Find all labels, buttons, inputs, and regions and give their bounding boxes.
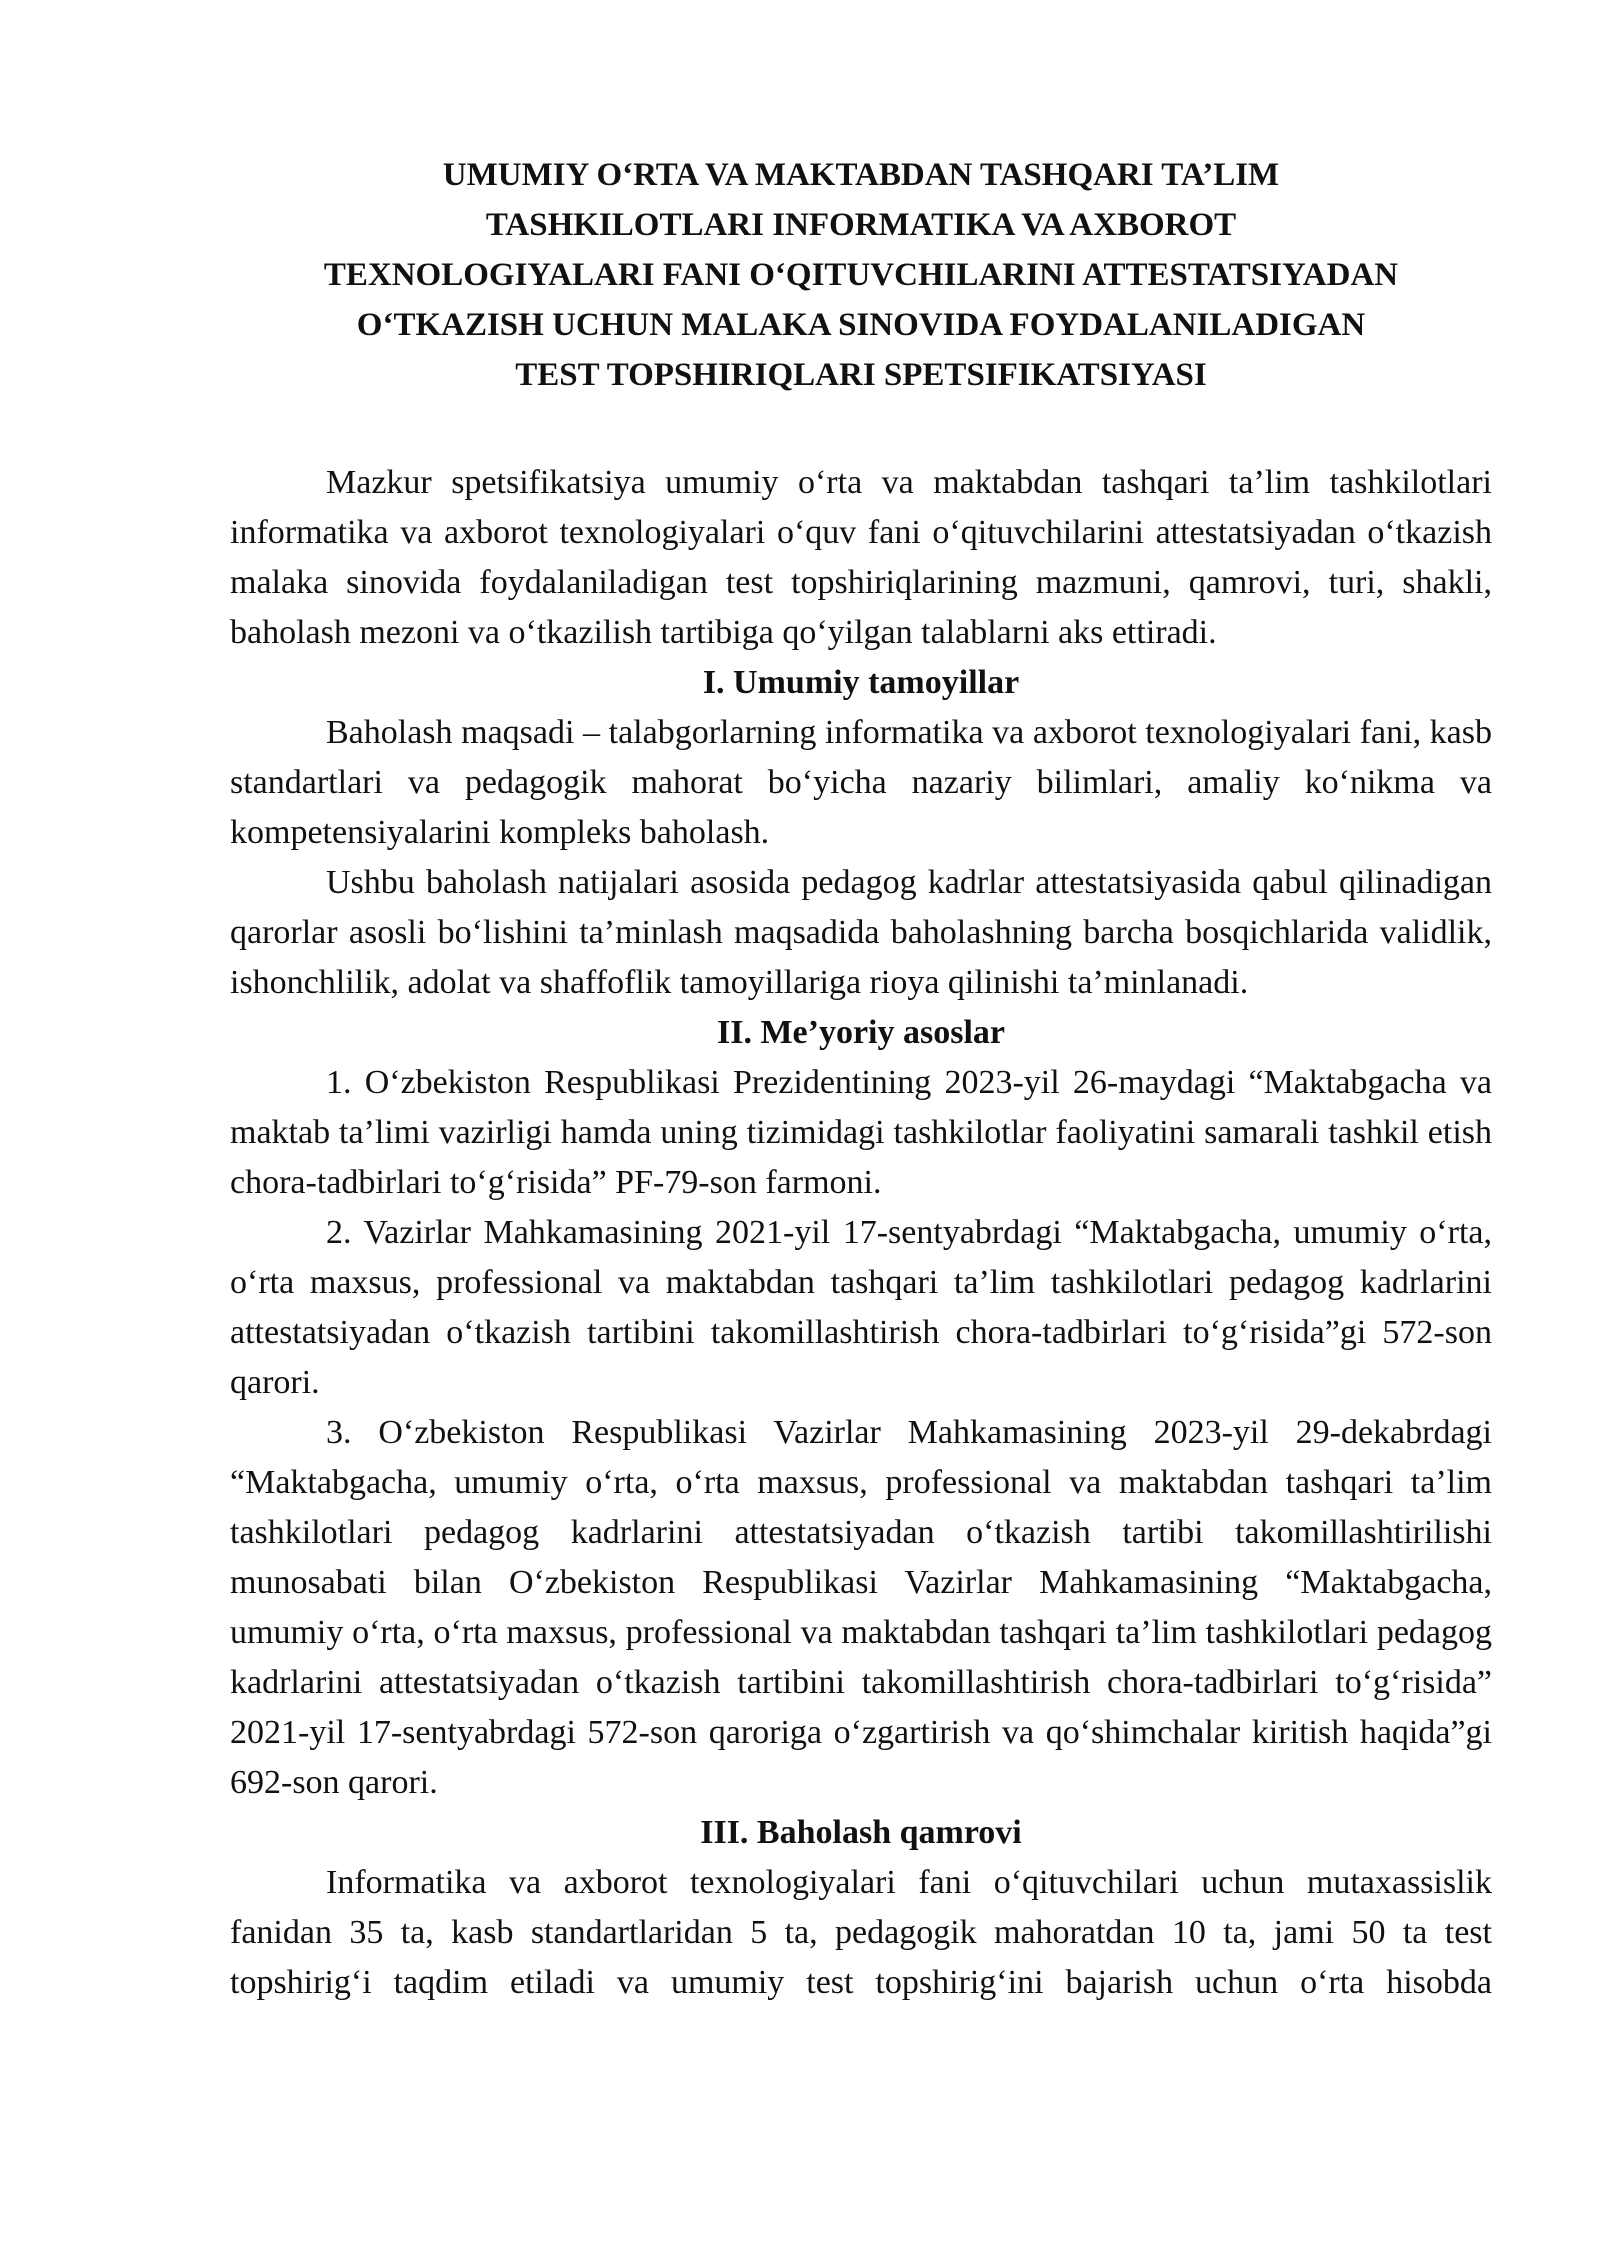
document-title bbox=[230, 150, 1492, 400]
intro-paragraph: Mazkur spetsifikatsiya umumiy o‘rta va maktabdan tashqari ta’lim tashkilotlari informatika va axborot texnologiyalari o‘quv fani o‘qituvchilarini attestatsiyadan o‘tkazish malaka sinovida foydalaniladigan test topshiriqlarining mazmuni, qamrovi, turi, shakli, baholash mezoni va o‘tkazilish tartibiga qo‘yilgan talablarni aks ettiradi. bbox=[230, 464, 1492, 651]
title-line: O‘TKAZISH UCHUN MALAKA SINOVIDA FOYDALANILADIGAN bbox=[356, 307, 1366, 343]
title-spacer bbox=[230, 400, 1492, 458]
section-heading-legal-basis: II. Me’yoriy asoslar bbox=[716, 1014, 1005, 1051]
legal-basis-item: 3. O‘zbekiston Respublikasi Vazirlar Mahkamasining 2023-yil 29-dekabrdagi “Maktabgacha, umumiy o‘rta, o‘rta maxsus, professional va maktabdan tashqari ta’lim tashkilotlari pedagog kadrlarini attestatsiyadan o‘tkazish tartibi takomillashtirilishi munosabati bilan O‘zbekiston Respublikasi Vazirlar Mahkamasining “Maktabgacha, umumiy o‘rta, o‘rta maxsus, professional va maktabdan tashqari ta’lim tashkilotlari pedagog kadrlarini attestatsiyadan o‘tkazish tartibini takomillashtirish chora-tadbirlari to‘g‘risida” 2021-yil 17-sentyabrdagi 572-son qaroriga o‘zgartirish va qo‘shimchalar kiritish haqida”gi 692-son qarori. bbox=[230, 1414, 1492, 1801]
title-line: TEST TOPSHIRIQLARI SPETSIFIKATSIYASI bbox=[515, 357, 1207, 393]
title-line: UMUMIY O‘RTA VA MAKTABDAN TASHQARI TA’LIM bbox=[442, 157, 1280, 193]
body-paragraph: Informatika va axborot texnologiyalari fani o‘qituvchilari uchun mutaxassislik fanidan 35 ta, kasb standartlaridan 5 ta, pedagogik mahoratdan 10 ta, jami 50 ta test topshirig‘i taqdim etiladi va umumiy test topshirig‘ini bajarish uchun o‘rta hisobda bbox=[230, 1864, 1492, 2001]
section-heading-assessment-scope: III. Baholash qamrovi bbox=[700, 1814, 1022, 1851]
document-page bbox=[230, 150, 1492, 2008]
section-heading-general-principles: I. Umumiy tamoyillar bbox=[702, 664, 1020, 701]
legal-basis-item: 2. Vazirlar Mahkamasining 2021-yil 17-sentyabrdagi “Maktabgacha, umumiy o‘rta, o‘rta maxsus, professional va maktabdan tashqari ta’lim tashkilotlari pedagog kadrlarini attestatsiyadan o‘tkazish tartibini takomillashtirish chora-tadbirlari to‘g‘risida”gi 572-son qarori. bbox=[230, 1214, 1492, 1401]
body-paragraph: Baholash maqsadi – talabgorlarning informatika va axborot texnologiyalari fani, kasb standartlari va pedagogik mahorat bo‘yicha nazariy bilimlari, amaliy ko‘nikma va kompetensiyalarini kompleks baholash. bbox=[230, 714, 1492, 851]
legal-basis-item: 1. O‘zbekiston Respublikasi Prezidentining 2023-yil 26-maydagi “Maktabgacha va maktab ta’limi vazirligi hamda uning tizimidagi tashkilotlar faoliyatini samarali tashkil etish chora-tadbirlari to‘g‘risida” PF-79-son farmoni. bbox=[230, 1064, 1492, 1201]
title-line: TASHKILOTLARI INFORMATIKA VA AXBOROT bbox=[485, 207, 1237, 243]
body-paragraph: Ushbu baholash natijalari asosida pedagog kadrlar attestatsiyasida qabul qilinadigan qarorlar asosli bo‘lishini ta’minlash maqsadida baholashning barcha bosqichlarida validlik, ishonchlilik, adolat va shaffoflik tamoyillariga rioya qilinishi ta’minlanadi. bbox=[230, 864, 1492, 1001]
title-line: TEXNOLOGIYALARI FANI O‘QITUVCHILARINI ATTESTATSIYADAN bbox=[323, 257, 1399, 293]
